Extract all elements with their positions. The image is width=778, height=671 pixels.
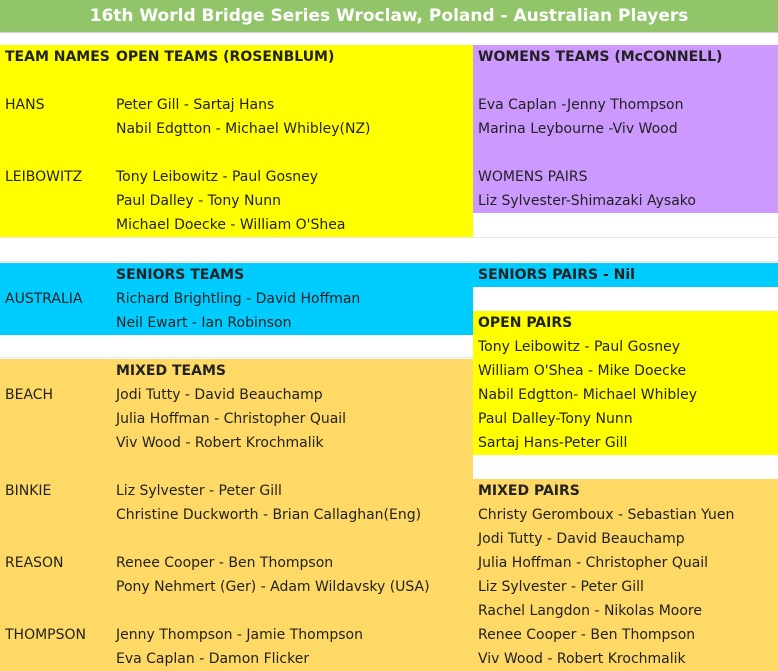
team-name: BEACH (5, 387, 54, 403)
mixed-pairs-header: MIXED PAIRS (478, 483, 580, 499)
player-pair: Eva Caplan - Damon Flicker (116, 651, 310, 667)
team-name: LEIBOWITZ (5, 169, 83, 185)
player-pair: Rachel Langdon - Nikolas Moore (478, 603, 702, 619)
player-pair: Neil Ewart - Ian Robinson (116, 315, 292, 331)
player-pair: Eva Caplan -Jenny Thompson (478, 97, 684, 113)
player-pair: Nabil Edgtton- Michael Whibley (478, 387, 698, 403)
player-pair: Michael Doecke - William O'Shea (116, 217, 346, 233)
player-pair: Renee Cooper - Ben Thompson (116, 555, 334, 571)
grid-line (0, 237, 778, 238)
sheet-title: 16th World Bridge Series Wroclaw, Poland - Australian Players (0, 0, 778, 33)
player-pair: Pony Nehmert (Ger) - Adam Wildavsky (USA) (116, 579, 430, 595)
player-pair: Tony Leibowitz - Paul Gosney (116, 169, 319, 185)
team-name: THOMPSON (5, 627, 86, 643)
seniors-teams-header: SENIORS TEAMS (116, 267, 245, 283)
player-pair: Peter Gill - Sartaj Hans (116, 97, 275, 113)
player-pair: Liz Sylvester-Shimazaki Aysako (478, 193, 696, 209)
player-pair: Jodi Tutty - David Beauchamp (478, 531, 685, 547)
womens-teams-header: WOMENS TEAMS (McCONNELL) (478, 49, 723, 65)
player-pair: Liz Sylvester - Peter Gill (116, 483, 282, 499)
open-teams-header: OPEN TEAMS (ROSENBLUM) (116, 49, 335, 65)
team-name: AUSTRALIA (5, 291, 83, 307)
team-names-header: TEAM NAMES (5, 49, 110, 65)
player-pair: William O'Shea - Mike Doecke (478, 363, 687, 379)
womens-pairs-header: WOMENS PAIRS (478, 169, 588, 185)
player-pair: Julia Hoffman - Christopher Quail (116, 411, 347, 427)
team-name: BINKIE (5, 483, 52, 499)
player-pair: Jenny Thompson - Jamie Thompson (116, 627, 363, 643)
team-name: HANS (5, 97, 45, 113)
player-pair: Julia Hoffman - Christopher Quail (478, 555, 709, 571)
seniors-pairs-header: SENIORS PAIRS - Nil (478, 267, 635, 283)
player-pair: Sartaj Hans-Peter Gill (478, 435, 628, 451)
team-name: REASON (5, 555, 64, 571)
player-pair: Viv Wood - Robert Krochmalik (116, 435, 324, 451)
player-pair: Tony Leibowitz - Paul Gosney (478, 339, 681, 355)
player-pair: Renee Cooper - Ben Thompson (478, 627, 696, 643)
player-pair: Jodi Tutty - David Beauchamp (116, 387, 323, 403)
player-pair: Paul Dalley - Tony Nunn (116, 193, 282, 209)
grid-line (0, 261, 778, 262)
open-pairs-header: OPEN PAIRS (478, 315, 573, 331)
player-pair: Liz Sylvester - Peter Gill (478, 579, 644, 595)
mixed-teams-header: MIXED TEAMS (116, 363, 226, 379)
player-pair: Christy Geromboux - Sebastian Yuen (478, 507, 735, 523)
player-pair: Christine Duckworth - Brian Callaghan(Eng) (116, 507, 422, 523)
player-pair: Marina Leybourne -Viv Wood (478, 121, 678, 137)
player-pair: Nabil Edgtton - Michael Whibley(NZ) (116, 121, 371, 137)
player-pair: Viv Wood - Robert Krochmalik (478, 651, 686, 667)
player-pair: Richard Brightling - David Hoffman (116, 291, 361, 307)
player-pair: Paul Dalley-Tony Nunn (478, 411, 633, 427)
